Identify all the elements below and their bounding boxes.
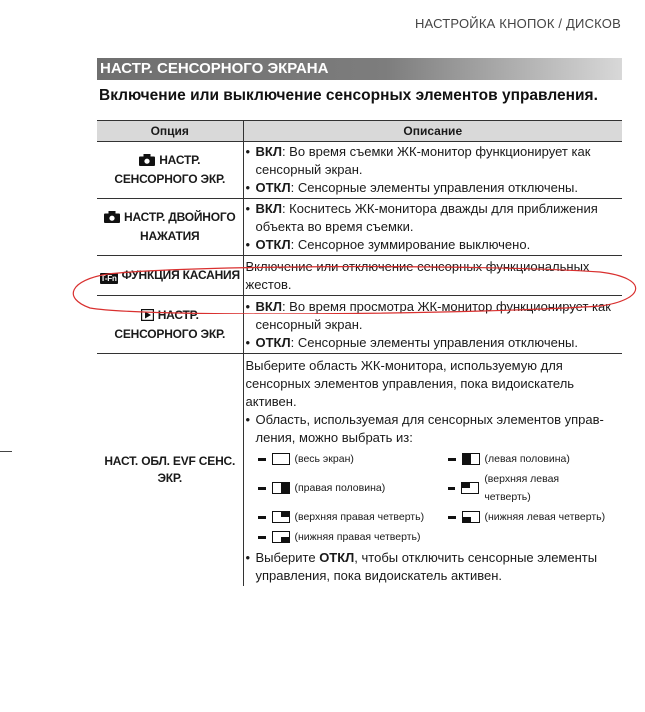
area-options xyxy=(258,450,621,546)
table-row xyxy=(97,296,622,354)
area-option xyxy=(448,450,608,468)
area-option-label: (левая половина) xyxy=(484,453,570,465)
t-fn-icon: T-Fn xyxy=(100,274,117,283)
description-cell: • ВКЛ: Коснитесь ЖК-монитора дважды для приближения объекта во время съемки. • ОТКЛ: Сенсорное зуммирование выключено. xyxy=(243,199,622,256)
left-half-icon xyxy=(462,453,480,465)
option-label: НАСТР. СЕНСОРНОГО ЭКР. xyxy=(114,153,226,186)
option-cell xyxy=(97,296,243,354)
top-left-quarter-icon xyxy=(461,482,479,494)
option-cell xyxy=(97,256,243,296)
description-cell: Выберите область ЖК-монитора, используемую для сенсорных элементов управления, пока видоискатель активен. • Область, используемая для сенсорных элементов управ-ления, можно выбрать из: (весь экран) (левая половина) (правая половина) (верхняя левая четверть) (верхняя правая четверть) (нижняя левая четверть) (нижняя правая четверть) • Выберите ОТКЛ, чтобы отключить сенсорные элементы управления, пока видоискатель активен. xyxy=(243,354,622,587)
full-screen-icon xyxy=(272,453,290,465)
dash-bullet xyxy=(258,487,266,490)
table-row xyxy=(97,354,622,587)
options-table xyxy=(97,120,622,586)
area-option-label: (весь экран) xyxy=(294,453,354,465)
top-right-quarter-icon xyxy=(272,511,290,523)
bottom-right-quarter-icon xyxy=(272,531,290,543)
section-title: НАСТР. СЕНСОРНОГО ЭКРАНА xyxy=(97,58,622,80)
area-option xyxy=(258,470,448,506)
area-option-label: (нижняя левая четверть) xyxy=(484,511,606,523)
option-label: НАСТР. ДВОЙНОГО НАЖАТИЯ xyxy=(124,210,236,243)
option-label: НАСТ. ОБЛ. EVF СЕНС. ЭКР. xyxy=(104,454,236,485)
camera-icon xyxy=(104,211,120,228)
margin-mark xyxy=(0,451,12,452)
option-cell xyxy=(97,142,243,199)
area-option-label: (нижняя правая четверть) xyxy=(294,531,421,543)
table-row xyxy=(97,199,622,256)
description-cell: • ВКЛ: Во время съемки ЖК-монитор функционирует как сенсорный экран. • ОТКЛ: Сенсорные элементы управления отключены. xyxy=(243,142,622,199)
description-cell: • ВКЛ: Во время просмотра ЖК-монитор функционирует как сенсорный экран. • ОТКЛ: Сенсорные элементы управления отключены. xyxy=(243,296,622,354)
area-option xyxy=(258,508,448,526)
dash-bullet xyxy=(258,516,266,519)
dash-bullet xyxy=(258,536,266,539)
area-option-label: (верхняя правая четверть) xyxy=(294,511,425,523)
dash-bullet xyxy=(448,516,456,519)
option-cell xyxy=(97,354,243,587)
option-label: НАСТР. СЕНСОРНОГО ЭКР. xyxy=(114,307,226,341)
table-header-row xyxy=(97,121,622,142)
description-cell: Включение или отключение сенсорных функциональных жестов. xyxy=(245,258,590,292)
section-subtitle: Включение или выключение сенсорных элементов управления. xyxy=(99,87,598,104)
camera-icon xyxy=(139,154,155,171)
header-description: Описание xyxy=(243,121,622,142)
area-option xyxy=(258,528,448,546)
option-cell xyxy=(97,199,243,256)
right-half-icon xyxy=(272,482,290,494)
page-header: НАСТРОЙКА КНОПОК / ДИСКОВ xyxy=(414,16,621,31)
header-option: Опция xyxy=(97,121,243,142)
playback-icon xyxy=(141,309,154,326)
option-label: ФУНКЦИЯ КАСАНИЯ xyxy=(121,268,240,282)
area-option xyxy=(258,450,448,468)
area-option-label: (верхняя левая четверть) xyxy=(484,473,560,503)
dash-bullet xyxy=(448,458,456,461)
dash-bullet xyxy=(258,458,266,461)
area-option xyxy=(448,508,608,526)
bottom-left-quarter-icon xyxy=(462,511,480,523)
table-row xyxy=(97,142,622,199)
dash-bullet xyxy=(448,487,456,490)
area-option-label: (правая половина) xyxy=(294,482,386,494)
table-row xyxy=(97,256,622,296)
area-option xyxy=(448,470,608,506)
